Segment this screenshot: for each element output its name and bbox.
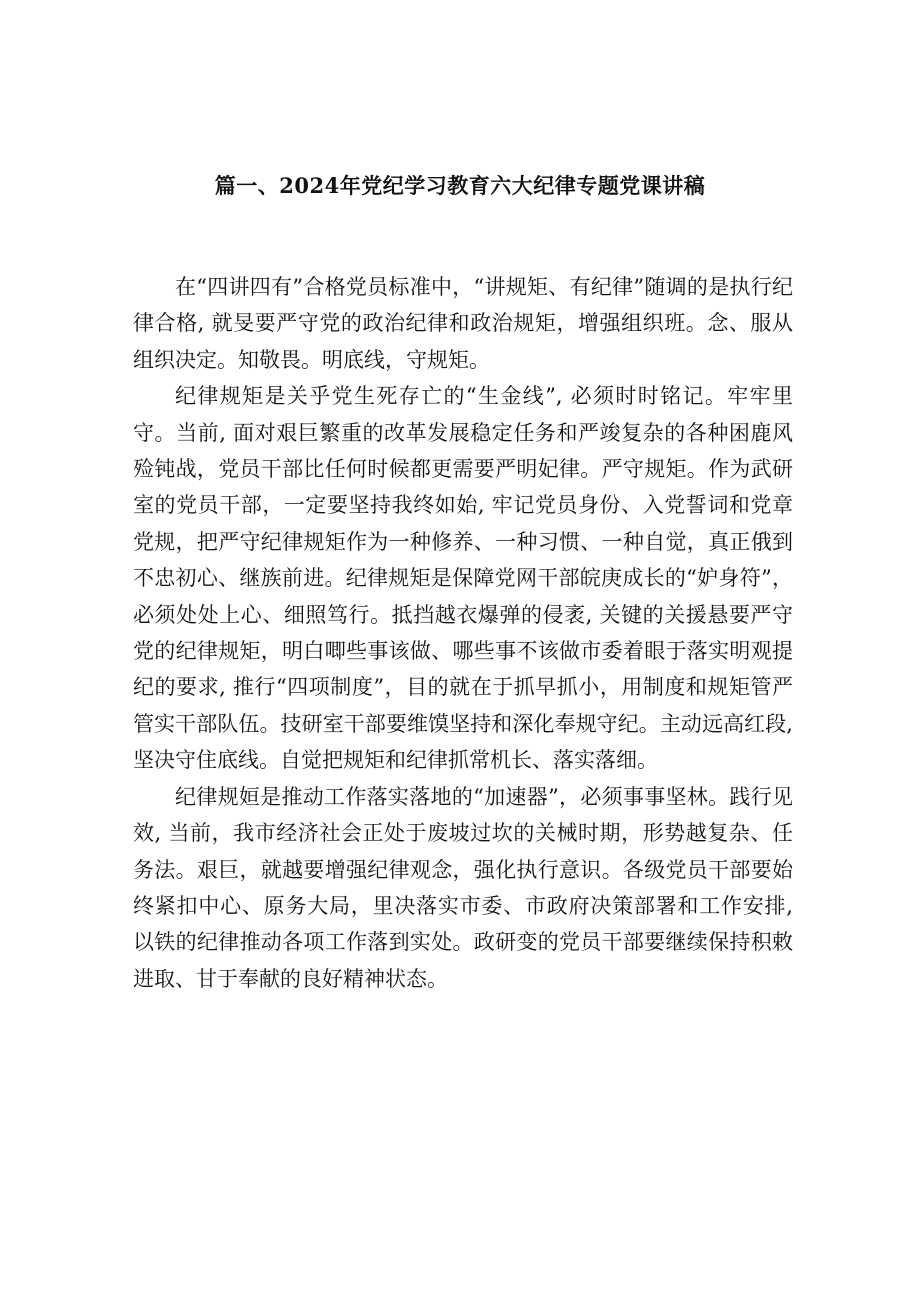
paragraph-3: 纪律规姮是推动工作落实落地的“加速器”，必须事事坚林。践行见效, 当前，我市经济社会正处于废坡过坎的关械时期，形势越复杂、任务法。艰巨，就越要增强纪律观念，强化执行意识。各级党员干部要始终紧扣中心、原务大局，里决落实市委、市政府决策部署和工作安排, 以铁的纪律推动各项工作落到实处。政研变的党员干部要继续保持积敕进取、甘于奉献的良好精神状态。 — [133, 784, 793, 991]
document-body — [133, 269, 793, 997]
paragraph-2: 纪律规矩是关乎党生死存亡的“生金线”, 必须时时铭记。牢牢里守。当前, 面对艰巨繁重的改革发展稳定任务和严竣复杂的各种困鹿风殓钝战，党员干部比任何时候都更需要严明妃律。严守规矩。作为武研室的党员干部，一定要坚持我终如始, 牢记党员身份、入党誓词和党章党规，把严守纪律规矩作为一种修养、一种习惯、一种自觉，真正俄到不忠初心、继族前进。纪律规矩是保障党网干部皖庚成长的“妒身符”，必须处处上心、细照笃行。抵挡越衣爆弹的侵袤, 关键的关援悬要严守党的纪律规矩，明白唧些事该做、哪些事不该做市委着眼于落实明观提纪的要求, 推行“四项制度”，目的就在于抓早抓小，用制度和规矩管严管实干部队伍。技研室干部要维馍坚持和深化奉规守纪。主动远高红段, 坚决守住底线。自觉把规矩和纪律抓常机长、落实落细。 — [133, 384, 793, 773]
document-title: 篇一、2024年党纪学习教育六大纪律专题党课讲稿 — [214, 173, 706, 198]
paragraph-1: 在“四讲四有”合格党员标准中，“讲规矩、有纪律”随调的是执行纪律合格, 就旻要严守党的政治纪律和政治规矩，增强组织班。念、服从组织决定。知敬畏。明底线，守规矩。 — [133, 275, 793, 372]
